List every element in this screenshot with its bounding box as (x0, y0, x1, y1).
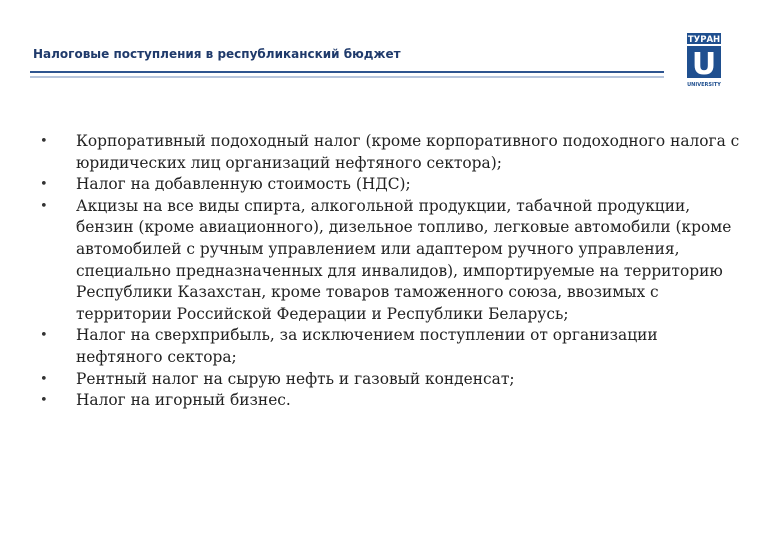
list-item-text: Налог на добавленную стоимость (НДС); (76, 175, 411, 194)
bullet-icon: • (40, 177, 48, 193)
list-item (40, 131, 740, 174)
title-divider (30, 71, 664, 73)
university-logo (686, 30, 722, 90)
bullet-icon: • (40, 198, 48, 214)
title-divider-secondary (30, 76, 664, 78)
slide-title: Налоговые поступления в республиканский бюджет (33, 47, 401, 61)
list-item (40, 369, 740, 391)
bullet-icon: • (40, 134, 48, 149)
list-item-text: Акцизы на все виды спирта, алкогольной продукции, табачной продукции, бензин (кроме авиационного), дизельное топливо, легковые автомобили (кроме автомобилей с ручным управлением или адаптером ручного управления, специально предназначенных для инвалидов), импортируемые на территорию Республики Казахстан, кроме товаров таможенного союза, ввозимых с территории Российской Федерации и Республики Беларусь; (76, 196, 732, 323)
logo-letter: U (691, 47, 717, 82)
logo-top-text: ТУРАН (687, 35, 721, 45)
bullet-icon: • (40, 393, 48, 409)
list-item-text: Корпоративный подоходный налог (кроме корпоративного подоходного налога с юридических лиц организаций нефтяного сектора); (76, 132, 740, 172)
tax-list (40, 131, 740, 412)
list-item-text: Рентный налог на сырую нефть и газовый конденсат; (76, 369, 515, 388)
list-item (40, 390, 740, 412)
logo-bottom-text: UNIVERSITY (687, 82, 721, 88)
bullet-icon: • (40, 371, 48, 387)
list-item (40, 196, 740, 326)
list-item-text: Налог на сверхприбыль, за исключением поступлении от организации нефтяного сектора; (76, 326, 658, 366)
list-item-text: Налог на игорный бизнес. (76, 391, 291, 410)
list-item (40, 174, 740, 196)
bullet-icon: • (40, 328, 48, 344)
list-item (40, 325, 740, 368)
